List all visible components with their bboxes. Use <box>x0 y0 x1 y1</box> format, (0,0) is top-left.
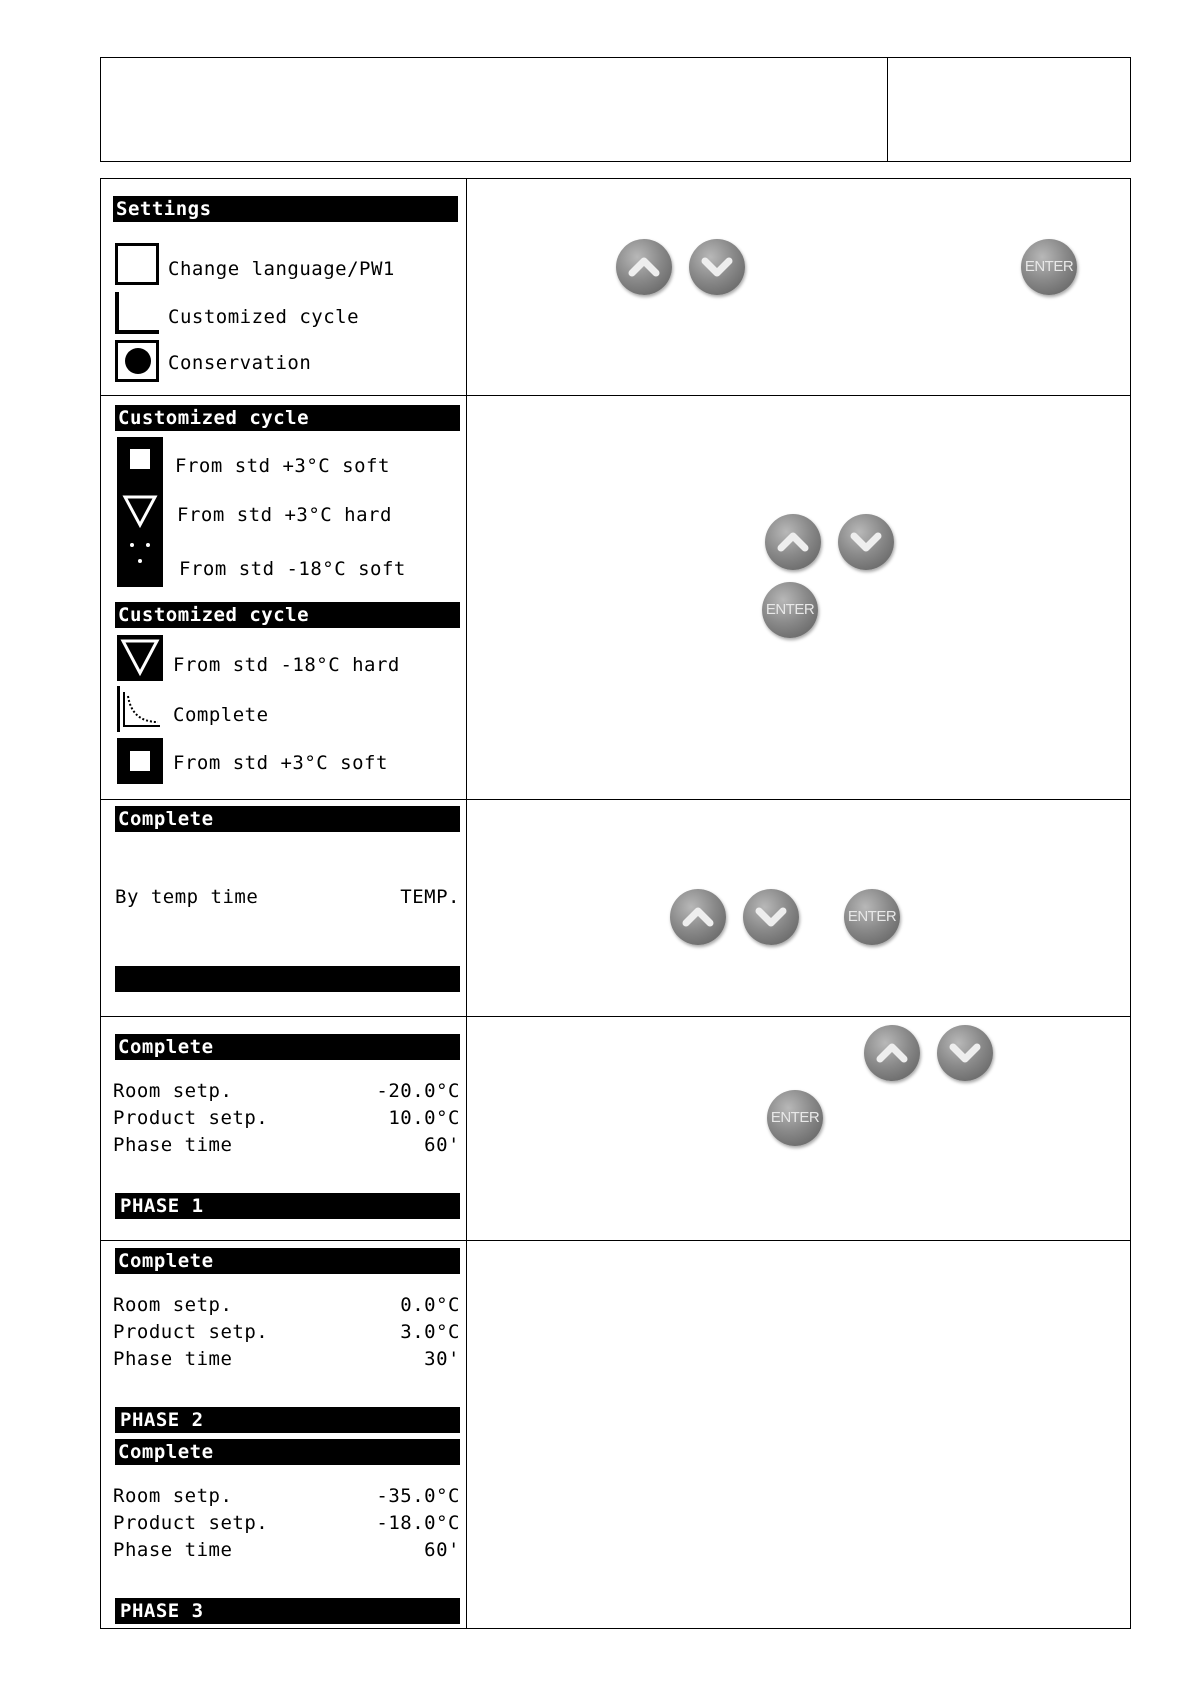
product-setpoint-label: Product setp. <box>113 1321 269 1343</box>
chevron-down-icon <box>937 1025 993 1081</box>
complete-cycle-icon <box>117 686 163 732</box>
hard-freeze-icon <box>117 635 163 681</box>
chevron-up-icon <box>616 239 672 295</box>
conservation-icon <box>115 340 159 382</box>
phase-footer: PHASE 3 <box>115 1598 460 1624</box>
snowflake-icon <box>117 437 163 587</box>
enter-label: ENTER <box>770 1109 820 1126</box>
row-divider <box>101 1240 1130 1241</box>
up-button[interactable] <box>765 514 821 570</box>
screen-title: Customized cycle <box>115 405 460 431</box>
room-setpoint-value[interactable]: -35.0°C <box>376 1485 460 1507</box>
column-divider <box>466 179 467 1628</box>
footer-bar <box>115 966 460 992</box>
menu-item-std-minus18-hard[interactable]: From std -18°C hard <box>173 654 400 676</box>
enter-button[interactable] <box>762 582 818 638</box>
up-button[interactable] <box>616 239 672 295</box>
enter-button[interactable] <box>1021 239 1077 295</box>
menu-item-std-plus3-soft[interactable]: From std +3°C soft <box>173 752 388 774</box>
room-setpoint-value[interactable]: 0.0°C <box>400 1294 460 1316</box>
phase-2-screen <box>115 1248 460 1438</box>
product-setpoint-value[interactable]: 3.0°C <box>400 1321 460 1343</box>
up-button[interactable] <box>864 1025 920 1081</box>
screen-title: Complete <box>115 806 460 832</box>
phase-time-label: Phase time <box>113 1539 233 1561</box>
customized-cycle-screen-1 <box>115 405 460 590</box>
phase-time-value[interactable]: 60' <box>424 1134 460 1156</box>
customized-cycle-screen-2 <box>115 602 460 787</box>
chevron-up-icon <box>864 1025 920 1081</box>
header-divider <box>887 58 888 161</box>
menu-item-std-minus18-soft[interactable]: From std -18°C soft <box>179 558 406 580</box>
option-label: By temp time <box>115 886 259 908</box>
menu-item-customized-cycle[interactable]: Customized cycle <box>168 306 360 328</box>
phase-3-screen <box>115 1439 460 1629</box>
menu-item-conservation[interactable]: Conservation <box>168 352 312 374</box>
chevron-down-icon <box>838 514 894 570</box>
room-setpoint-label: Room setp. <box>113 1294 233 1316</box>
menu-item-change-language[interactable]: Change language/PW1 <box>168 258 395 280</box>
up-button[interactable] <box>670 889 726 945</box>
complete-menu-screen <box>115 806 460 996</box>
room-setpoint-label: Room setp. <box>113 1485 233 1507</box>
down-button[interactable] <box>743 889 799 945</box>
instruction-table <box>100 178 1131 1629</box>
screen-title: Complete <box>115 1034 460 1060</box>
down-button[interactable] <box>689 239 745 295</box>
phase-footer: PHASE 2 <box>115 1407 460 1433</box>
row-divider <box>101 1016 1130 1017</box>
settings-screen <box>113 196 458 386</box>
header-box <box>100 57 1131 162</box>
snowflake-icon <box>117 738 163 784</box>
cycle-icons-strip <box>117 437 163 587</box>
enter-label: ENTER <box>1024 258 1074 275</box>
screen-title: Settings <box>113 196 458 222</box>
chevron-up-icon <box>670 889 726 945</box>
down-button[interactable] <box>838 514 894 570</box>
menu-item-std-plus3-hard[interactable]: From std +3°C hard <box>177 504 392 526</box>
room-setpoint-label: Room setp. <box>113 1080 233 1102</box>
enter-label: ENTER <box>765 601 815 618</box>
menu-item-complete[interactable]: Complete <box>173 704 269 726</box>
product-setpoint-value[interactable]: -18.0°C <box>376 1512 460 1534</box>
product-setpoint-label: Product setp. <box>113 1107 269 1129</box>
phase-footer: PHASE 1 <box>115 1193 460 1219</box>
phase-time-value[interactable]: 30' <box>424 1348 460 1370</box>
chevron-down-icon <box>689 239 745 295</box>
enter-label: ENTER <box>847 908 897 925</box>
enter-button[interactable] <box>767 1090 823 1146</box>
down-button[interactable] <box>937 1025 993 1081</box>
cycle-curve-icon <box>115 292 159 334</box>
language-icon <box>115 243 159 285</box>
phase-time-label: Phase time <box>113 1134 233 1156</box>
chevron-up-icon <box>765 514 821 570</box>
product-setpoint-value[interactable]: 10.0°C <box>388 1107 460 1129</box>
screen-title: Complete <box>115 1439 460 1465</box>
product-setpoint-label: Product setp. <box>113 1512 269 1534</box>
room-setpoint-value[interactable]: -20.0°C <box>376 1080 460 1102</box>
row-divider <box>101 395 1130 396</box>
menu-item-std-plus3-soft[interactable]: From std +3°C soft <box>175 455 390 477</box>
enter-button[interactable] <box>844 889 900 945</box>
option-value[interactable]: TEMP. <box>400 886 460 908</box>
screen-title: Customized cycle <box>115 602 460 628</box>
row-divider <box>101 799 1130 800</box>
phase-time-label: Phase time <box>113 1348 233 1370</box>
screen-title: Complete <box>115 1248 460 1274</box>
chevron-down-icon <box>743 889 799 945</box>
phase-1-screen <box>115 1034 460 1224</box>
phase-time-value[interactable]: 60' <box>424 1539 460 1561</box>
